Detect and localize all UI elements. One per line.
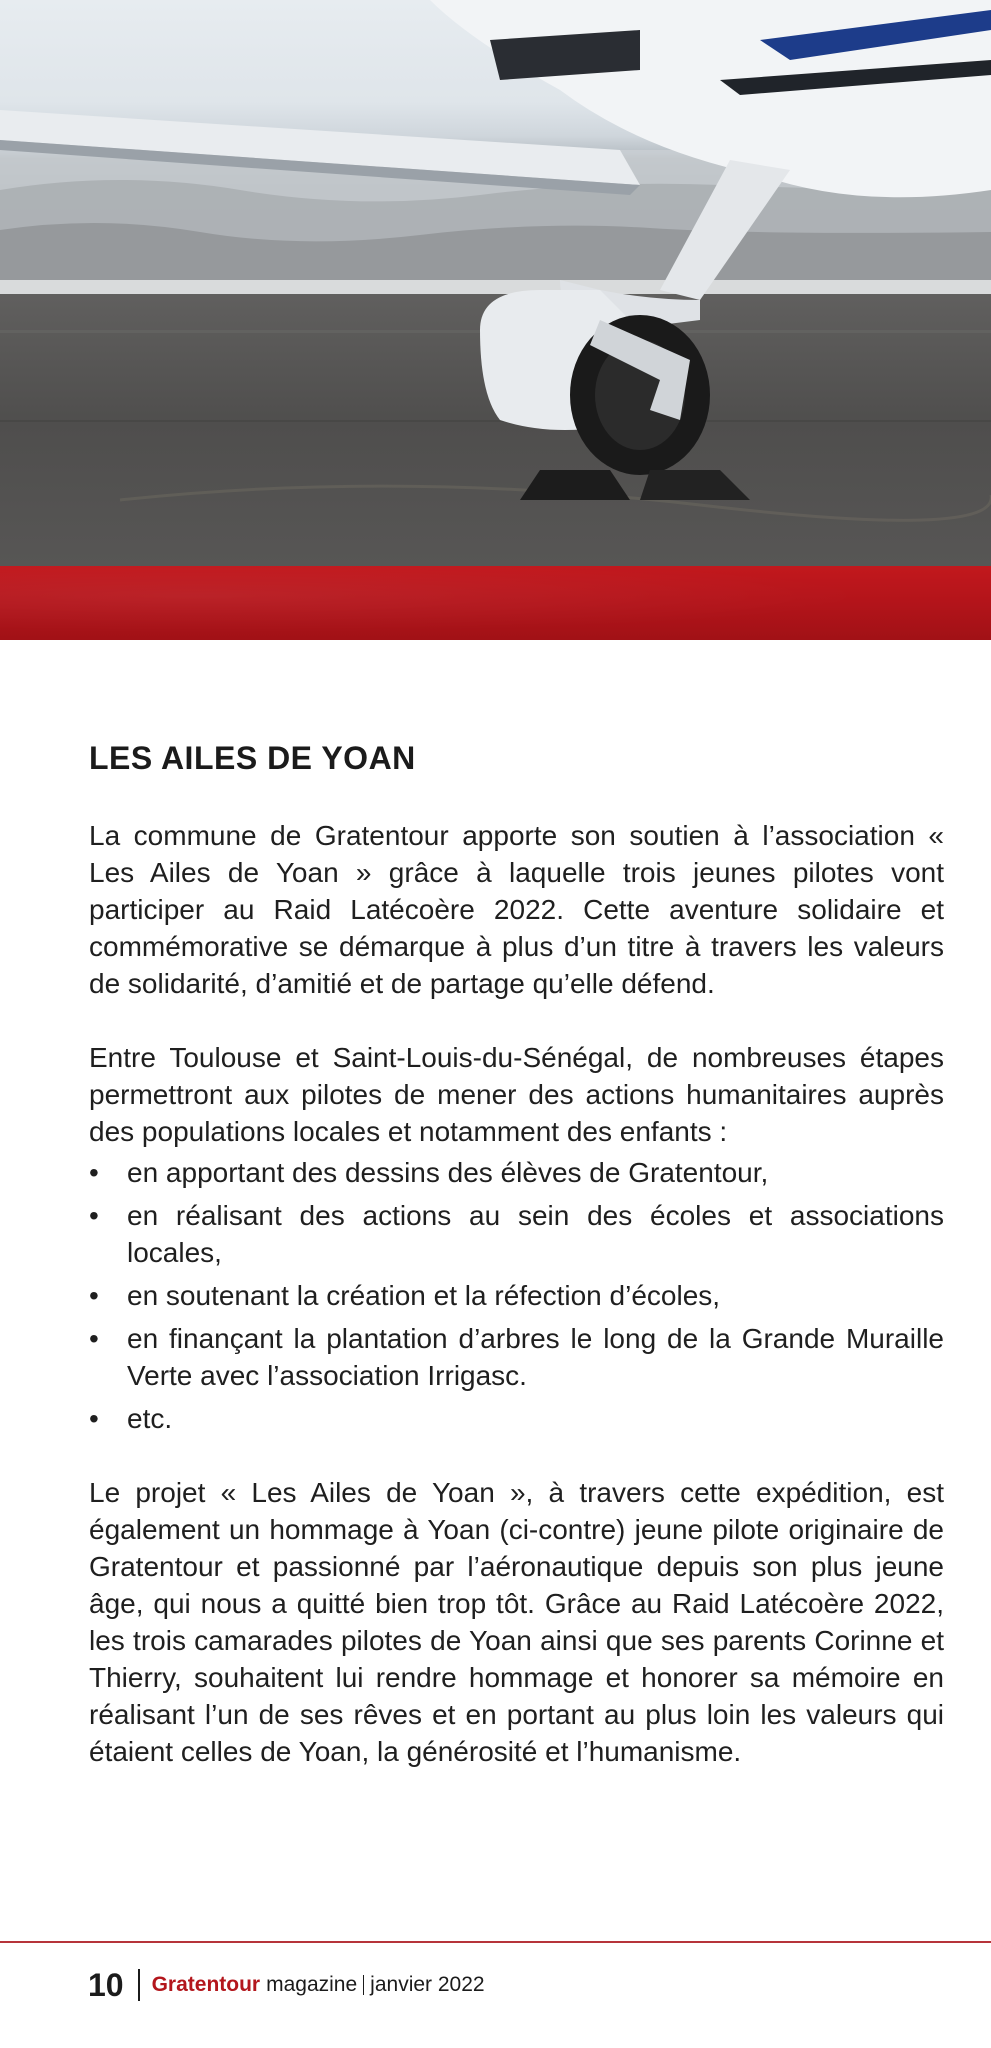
red-banner bbox=[0, 566, 991, 640]
hero-photo-airplane bbox=[0, 0, 991, 566]
airplane-illustration bbox=[0, 0, 991, 566]
list-item-text: en finançant la plantation d’arbres le long de la Grande Muraille Verte avec l’association Irrigasc. bbox=[127, 1323, 944, 1391]
bullet-icon: • bbox=[89, 1323, 99, 1354]
footer-separator bbox=[138, 1969, 140, 2001]
article-paragraph-2: Entre Toulouse et Saint-Louis-du-Sénégal, de nombreuses étapes permettront aux pilotes de mener des actions humanitaires auprès des populations locales et notamment des enfants : bbox=[89, 1042, 944, 1147]
list-item-text: en soutenant la création et la réfection d’écoles, bbox=[127, 1280, 721, 1311]
page-number: 10 bbox=[88, 1966, 124, 2003]
magazine-label: magazine bbox=[266, 1973, 358, 1996]
page-footer bbox=[88, 1965, 485, 2005]
list-item bbox=[89, 1320, 944, 1394]
article-title: LES AILES DE YOAN bbox=[89, 740, 416, 776]
magazine-brand: Gratentour bbox=[151, 1973, 261, 1996]
issue-date: janvier 2022 bbox=[370, 1973, 485, 1996]
article-paragraph-1: La commune de Gratentour apporte son soutien à l’association « Les Ailes de Yoan » grâce à laquelle trois jeunes pilotes vont participer au Raid Latécoère 2022. Cette aventure solidaire et commémorative se démarque à plus d’un titre à travers les valeurs de solidarité, d’amitié et de partage qu’elle défend. bbox=[89, 820, 944, 999]
footer-separator bbox=[363, 1975, 364, 1995]
bullet-icon: • bbox=[89, 1200, 99, 1231]
list-item bbox=[89, 1400, 944, 1437]
list-item bbox=[89, 1197, 944, 1271]
list-item-text: en réalisant des actions au sein des écoles et associations locales, bbox=[127, 1200, 944, 1268]
list-item-text: etc. bbox=[127, 1403, 173, 1434]
article-paragraph-3: Le projet « Les Ailes de Yoan », à travers cette expédition, est également un hommage à Yoan (ci-contre) jeune pilote originaire de Gratentour et passionné par l’aéronautique depuis son plus jeune âge, qui nous a quitté bien trop tôt. Grâce au Raid Latécoère 2022, les trois camarades pilotes de Yoan ainsi que ses parents Corinne et Thierry, souhaitent lui rendre hommage et honorer sa mémoire en réalisant l’un de ses rêves et en portant au plus loin les valeurs qui étaient celles de Yoan, la générosité et l’humanisme. bbox=[89, 1477, 944, 1767]
bullet-icon: • bbox=[89, 1403, 99, 1434]
list-item bbox=[89, 1154, 944, 1191]
bullet-icon: • bbox=[89, 1157, 99, 1188]
action-list bbox=[89, 1154, 944, 1437]
list-item bbox=[89, 1277, 944, 1314]
footer-divider bbox=[0, 1941, 991, 1943]
bullet-icon: • bbox=[89, 1280, 99, 1311]
list-item-text: en apportant des dessins des élèves de Gratentour, bbox=[127, 1157, 769, 1188]
article bbox=[89, 740, 944, 1807]
